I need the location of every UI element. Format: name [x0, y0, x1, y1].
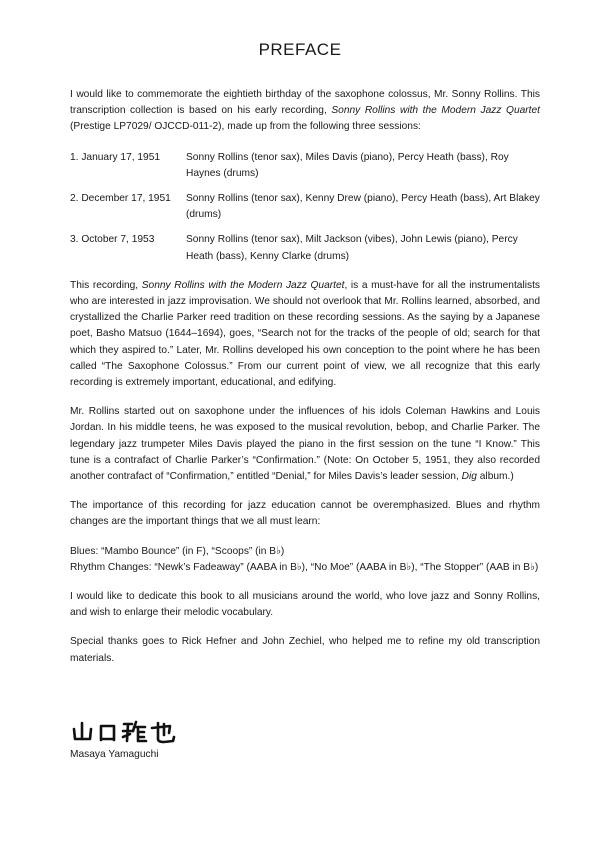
- session-personnel: Sonny Rollins (tenor sax), Miles Davis (piano), Percy Heath (bass), Roy Haynes (drums): [186, 151, 509, 179]
- signature-block: [70, 719, 180, 760]
- recording-paragraph: [70, 278, 540, 391]
- author-name: Masaya Yamaguchi: [70, 749, 159, 760]
- page-title: PREFACE: [258, 40, 342, 59]
- session-date: 2. December 17, 1951: [70, 193, 171, 205]
- para2-text-1: This recording,: [70, 279, 142, 291]
- session-date: 3. October 7, 1953: [70, 234, 155, 246]
- album-title: Sonny Rollins with the Modern Jazz Quartet: [141, 279, 345, 291]
- session-item: [70, 150, 540, 182]
- para3-text-1: Mr. Rollins started out on saxophone under the influences of his idols Coleman Hawkins and Louis Jordan. In his middle teens, he was exposed to the musical revolution, bebop, and Charlie Parker. The legendary jazz trumpeter Miles Davis played the piano in the first session on the tune “I Know.” This tune is a contrafact of Charlie Parker’s “Confirmation.” (Note: On October 5, 1951, they also recorded another contrafact of “Confirmation,” entitled “Denial,” for Miles Davis’s leader session,: [70, 406, 540, 483]
- session-date: 1. January 17, 1951: [70, 151, 161, 163]
- dedication-paragraph: I would like to dedicate this book to all musicians around the world, who love jazz and Sonny Rollins, and wish to enlarge their melodic vocabulary.: [70, 591, 540, 619]
- blues-line: Blues: “Mambo Bounce” (in F), “Scoops” (in B♭): [70, 545, 285, 557]
- tune-list: [70, 544, 540, 576]
- intro-paragraph: [70, 87, 540, 136]
- album-title: Sonny Rollins with the Modern Jazz Quartet: [331, 105, 540, 117]
- intro-text-1: I would like to commemorate the eightieth birthday of the saxophone colossus, Mr. Sonny Rollins. This transcription collection is based on his early recording,: [70, 89, 540, 117]
- session-personnel: Sonny Rollins (tenor sax), Milt Jackson (vibes), John Lewis (piano), Percy Heath (bass), Kenny Clarke (drums): [186, 234, 518, 262]
- handwritten-signature: [70, 719, 180, 745]
- importance-paragraph: The importance of this recording for jazz education cannot be overemphasized. Blues and rhythm changes are the important things that we all must learn:: [70, 500, 540, 528]
- thanks-paragraph: Special thanks goes to Rick Hefner and John Zechiel, who helped me to refine my old transcription materials.: [70, 636, 540, 664]
- para2-text-2: , is a must-have for all the instrumentalists who are interested in jazz improvisation. We should not overlook that Mr. Rollins learned, absorbed, and crystallized the Charlie Parker reed tradition on these recording sessions. As the saying by a Japanese poet, Basho Matsuo (1644–1694), goes, “Search not for the tracks of the people of old; search for that which they aspired to.” Later, Mr. Rollins developed his own conception to the point where he has been called “The Saxophone Colossus.” From our current point of view, we all recognize that this early recording is extremely important, educational, and edifying.: [70, 279, 541, 389]
- session-item: [70, 191, 540, 223]
- session-personnel: Sonny Rollins (tenor sax), Kenny Drew (piano), Percy Heath (bass), Art Blakey (drums): [186, 193, 540, 221]
- rhythm-changes-line: Rhythm Changes: “Newk’s Fadeaway” (AABA in B♭), “No Moe” (AABA in B♭), “The Stopper” (AAB in B♭): [70, 561, 539, 573]
- para3-text-2: album.): [476, 471, 514, 483]
- session-item: [70, 232, 540, 264]
- dig-album-title: Dig: [461, 471, 477, 483]
- preface-body: [70, 87, 540, 667]
- intro-text-2: (Prestige LP7029/ OJCCD-011-2), made up from the following three sessions:: [70, 121, 421, 133]
- influences-paragraph: [70, 404, 540, 485]
- sessions-list: [70, 150, 540, 265]
